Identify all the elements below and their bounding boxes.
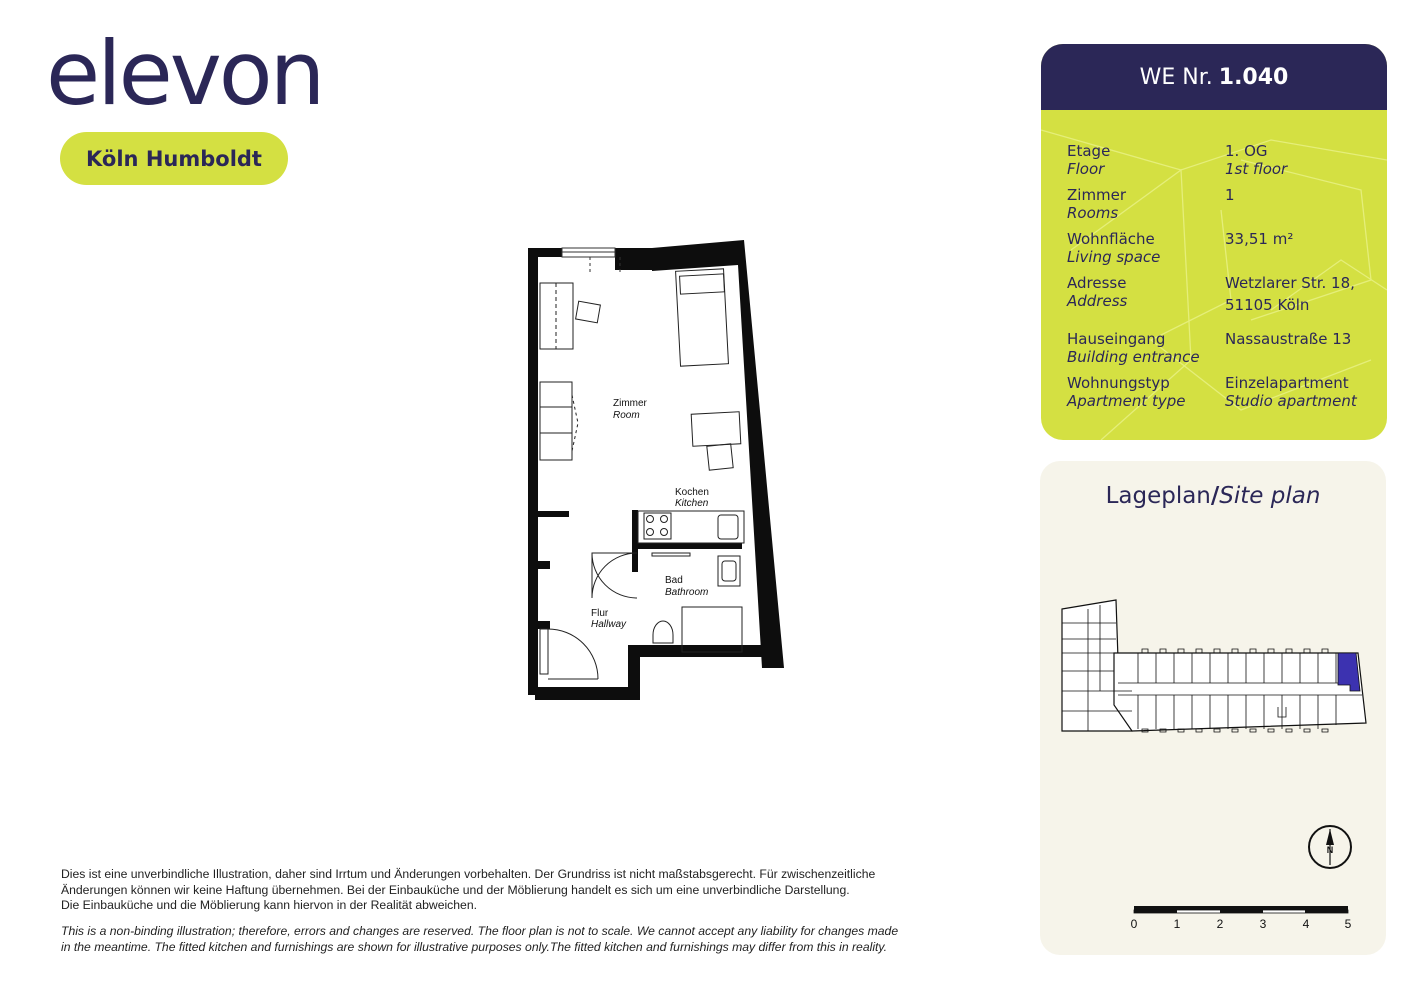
- disclaimer-english-line: This is a non-binding illustration; therefore, errors and changes are reserved. The floor plan is not to scale. We cannot accept any liability for changes made: [61, 924, 899, 938]
- floor-plan-furniture: [540, 269, 744, 679]
- label-hauseingang: Hauseingang: [1067, 330, 1166, 348]
- value-address-city: 51105 Köln: [1225, 296, 1310, 314]
- label-wohnflaeche: Wohnfläche: [1067, 230, 1155, 248]
- room-label-hallway: Hallway: [591, 619, 627, 630]
- room-label-bad: Bad: [665, 575, 683, 586]
- room-label-flur: Flur: [591, 608, 609, 619]
- value-rooms: 1: [1225, 186, 1235, 204]
- brand-logo: elevon: [46, 22, 323, 125]
- disclaimer-german-line: Änderungen können wir keine Haftung übernehmen. Bei der Einbauküche und der Möblierung handelt es sich um eine unverbindliche Darstellung.: [61, 882, 850, 897]
- unit-number-prefix: WE Nr.: [1139, 64, 1213, 90]
- label-address: Address: [1067, 292, 1128, 310]
- site-plan-drawing: [1058, 595, 1370, 745]
- unit-number: 1.040: [1218, 64, 1289, 90]
- site-plan-title-separator: /: [1210, 483, 1220, 509]
- label-floor: Floor: [1067, 160, 1105, 178]
- scale-label-5: 5: [1344, 917, 1352, 931]
- scale-label-4: 4: [1302, 917, 1310, 931]
- highlighted-unit-marker: [1338, 653, 1360, 691]
- site-plan-card: [1040, 461, 1386, 955]
- site-plan-title-de: Lageplan: [1105, 483, 1211, 509]
- scale-label-2: 2: [1216, 917, 1224, 931]
- disclaimer-german-line: Dies ist eine unverbindliche Illustration, daher sind Irrtum und Änderungen vorbehalten. Der Grundriss ist nicht maßstabsgerecht. Für zwischenzeitliche: [61, 867, 876, 881]
- label-rooms: Rooms: [1067, 204, 1119, 222]
- value-living-space: 33,51 m²: [1225, 230, 1294, 248]
- scale-label-3: 3: [1259, 917, 1267, 931]
- disclaimer-german: [61, 867, 961, 914]
- label-zimmer: Zimmer: [1067, 186, 1127, 204]
- label-wohnungstyp: Wohnungstyp: [1067, 374, 1170, 392]
- value-address-street: Wetzlarer Str. 18,: [1225, 274, 1355, 292]
- value-apartment-type: Einzelapartment: [1225, 374, 1349, 392]
- value-floor-en: 1st floor: [1225, 160, 1288, 178]
- floor-plan-walls: [528, 240, 784, 700]
- room-label-kochen: Kochen: [675, 487, 709, 498]
- value-floor: 1. OG: [1225, 142, 1268, 160]
- room-label-zimmer: Zimmer: [613, 398, 647, 409]
- value-apartment-type-en: Studio apartment: [1225, 392, 1357, 410]
- apartment-floor-plan: [520, 235, 800, 710]
- room-label-kitchen: Kitchen: [675, 498, 709, 509]
- disclaimer-german-line: Die Einbauküche und die Möblierung kann hiervon in der Realität abweichen.: [61, 898, 477, 912]
- site-plan-title-en: Site plan: [1219, 483, 1321, 509]
- location-badge: Köln Humboldt: [60, 132, 288, 185]
- unit-info-card: [1041, 44, 1387, 440]
- scale-label-1: 1: [1173, 917, 1181, 931]
- floor-plan-window: [562, 248, 620, 275]
- north-arrow-icon: [1306, 823, 1354, 871]
- label-adresse: Adresse: [1067, 274, 1127, 292]
- scale-label-0: 0: [1130, 917, 1138, 931]
- label-building-entrance: Building entrance: [1067, 348, 1200, 366]
- room-label-room: Room: [613, 410, 640, 421]
- disclaimer-english-line: in the meantime. The fitted kitchen and furnishings are shown for illustrative purposes only.The fitted kitchen and furnishings may differ from this in reality.: [61, 939, 887, 954]
- label-apartment-type: Apartment type: [1067, 392, 1186, 410]
- site-plan-title: [1040, 483, 1386, 509]
- north-label: N: [1326, 845, 1334, 855]
- label-living-space: Living space: [1067, 248, 1161, 266]
- disclaimer-english: [61, 924, 961, 955]
- unit-number-header: [1041, 44, 1387, 110]
- room-label-bathroom: Bathroom: [665, 587, 709, 598]
- value-entrance: Nassaustraße 13: [1225, 330, 1352, 348]
- label-etage: Etage: [1067, 142, 1111, 160]
- scale-bar: [1128, 904, 1364, 940]
